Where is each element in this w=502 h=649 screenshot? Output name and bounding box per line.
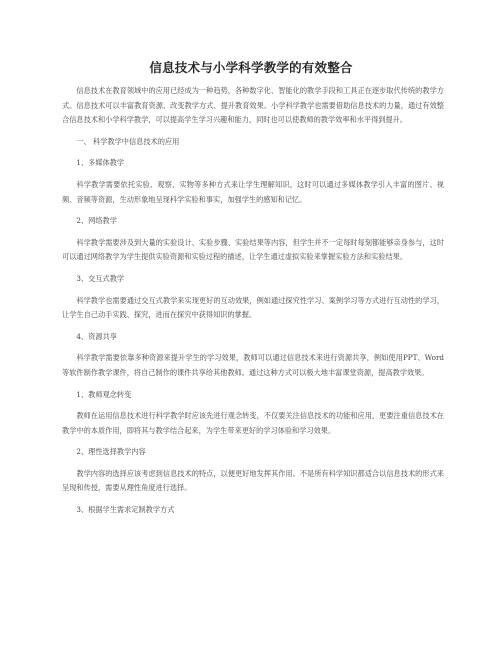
- body-paragraph: 科学教学需要依靠多种资源来提升学生的学习效果，教师可以通过信息技术来进行资源共享，例如使用PPT、Word等软件制作教学课件，将自己制作的课件共享给其他教师。通过这种方式可以极大地丰富课堂资源，提高教学效果。: [62, 353, 444, 377]
- subsection-heading: 3、交互式教学: [76, 273, 125, 283]
- body-paragraph: 科学教学也需要通过交互式教学来实现更好的互动效果，例如通过探究性学习、案例学习等方式进行互动性的学习，让学生自己动手实践、探究，进而在探究中获得知识的掌握。: [62, 295, 444, 320]
- section-heading: 一、 科学教学中信息技术的应用: [76, 136, 180, 146]
- body-paragraph: 教师在运用信息技术进行科学教学时应该先进行观念转变，不仅要关注信息技术的功能和应用，更要注重信息技术在教学中的本质作用，即将其与教学结合起来，为学生带来更好的学习体验和学习效果。: [62, 411, 444, 435]
- subsection-heading: 2、网络教学: [76, 216, 117, 226]
- subsection-heading: 1、多媒体教学: [76, 158, 125, 168]
- subsection-heading: 3、根据学生需求定制教学方式: [76, 505, 175, 515]
- intro-paragraph: 信息技术在教育领域中的应用已经成为一种趋势，各种数字化、智能化的教学手段和工具正在逐步取代传统的教学方式。信息技术可以丰富教育资源、改变教学方式、提升教育效果。小学科学教学也需要借助信息技术的力量，通过有效整合信息技术和小学科学教学，可以提高学生学习兴趣和能力，同时也可以使教师的教学效率和水平得到提升。: [62, 86, 444, 125]
- body-paragraph: 科学教学需要依托实验、观察、实物等多种方式来让学生理解知识，这时可以通过多媒体教学引入丰富的图片、视频、音频等资源，生动形象地呈现科学实验和事实，加强学生的感知和记忆。: [62, 179, 444, 204]
- document-title: 信息技术与小学科学教学的有效整合: [149, 60, 353, 75]
- body-paragraph: 教学内容的选择应该考虑到信息技术的特点，以便更好地发挥其作用。不是所有科学知识都适合以信息技术的形式来呈现和传授，需要从理性角度进行选择。: [62, 468, 444, 493]
- document-body: [62, 84, 444, 525]
- subsection-heading: 4、资源共享: [76, 331, 117, 341]
- subsection-heading: 1、教师观念转变: [76, 389, 132, 399]
- subsection-heading: 2、理性选择教学内容: [76, 447, 146, 457]
- body-paragraph: 科学教学需要涉及到大量的实验设计、实验步骤、实验结果等内容，但学生并不一定每时每刻都能够亲身参与，这时可以通过网络教学为学生提供实验资源和实验过程的描述，让学生通过虚拟实验来掌握实验方法和实验结果。: [62, 237, 444, 262]
